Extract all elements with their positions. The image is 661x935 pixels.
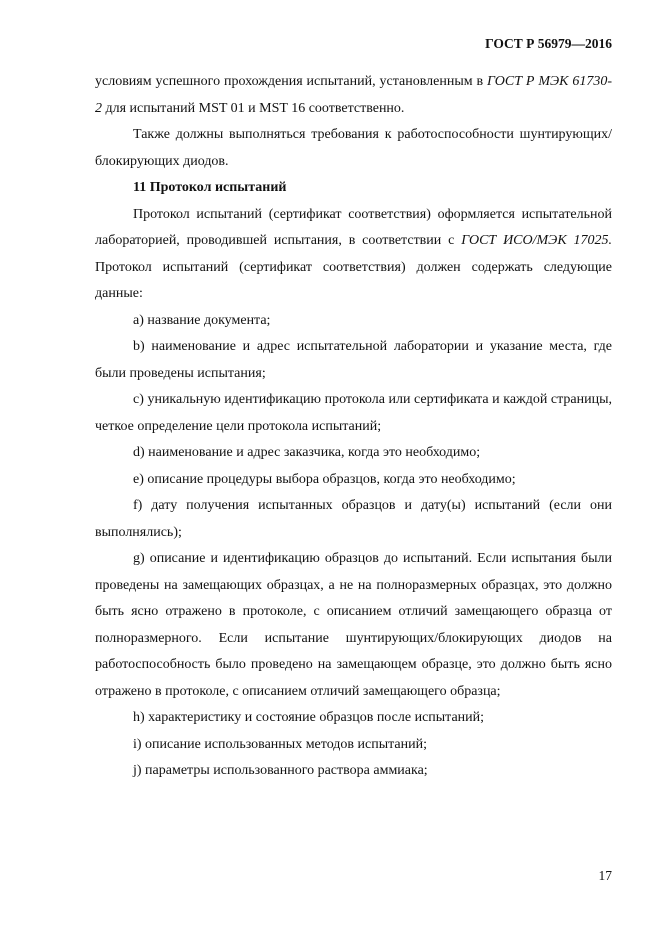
paragraph-continuation <box>95 69 612 122</box>
list-item-c: c) уникальную идентификацию протокола или сертификата и каждой страницы, четкое определение цели протокола испытаний; <box>95 392 612 434</box>
page-content <box>95 69 612 785</box>
standard-reference: ГОСТ Р МЭК 61730-2 <box>95 74 612 116</box>
list-item-h: h) характеристику и состояние образцов после испытаний; <box>133 710 485 725</box>
list-item-a: а) название документа; <box>133 312 271 328</box>
paragraph-diodes-requirement: Также должны выполняться требования к работоспособности шунтирующих/блокирующих диодов. <box>95 127 612 169</box>
list-item-i: i) описание использованных методов испытаний; <box>133 736 428 752</box>
standard-reference: ГОСТ ИСО/МЭК 17025. <box>461 233 612 248</box>
section-heading: 11 Протокол испытаний <box>133 180 287 195</box>
list-item-e: e) описание процедуры выбора образцов, когда это необходимо; <box>133 471 516 487</box>
page-number: 17 <box>598 868 612 883</box>
text-fragment: условиям успешного прохождения испытаний, установленным в <box>95 74 487 89</box>
text-fragment: Протокол испытаний (сертификат соответствия) оформляется испытательной лабораторией, проводившей испытания, в соответствии с <box>95 206 612 248</box>
paragraph-protocol <box>95 202 612 308</box>
text-fragment: для испытаний MST 01 и MST 16 соответственно. <box>102 100 405 116</box>
list-item-j: j) параметры использованного раствора аммиака; <box>133 763 428 778</box>
list-item-f: f) дату получения испытанных образцов и дату(ы) испытаний (если они выполнялись); <box>95 498 612 540</box>
document-header: ГОСТ Р 56979—2016 <box>485 36 612 51</box>
text-fragment: Протокол испытаний (сертификат соответствия) должен содержать следующие данные: <box>95 259 612 301</box>
list-item-b: b) наименование и адрес испытательной лаборатории и указание места, где были проведены испытания; <box>95 339 612 381</box>
list-item-g: g) описание и идентификацию образцов до испытаний. Если испытания были проведены на замещающих образцах, а не на полноразмерных образцах, это должно быть ясно отражено в протоколе, с описанием отличий замещающего образца от полноразмерного. Если испытание шунтирующих/блокирующих диодов на работоспособность было проведено на замещающем образце, это должно быть ясно отражено в протоколе, с описанием отличий замещающего образца; <box>95 551 612 699</box>
list-item-d: d) наименование и адрес заказчика, когда это необходимо; <box>133 445 481 460</box>
